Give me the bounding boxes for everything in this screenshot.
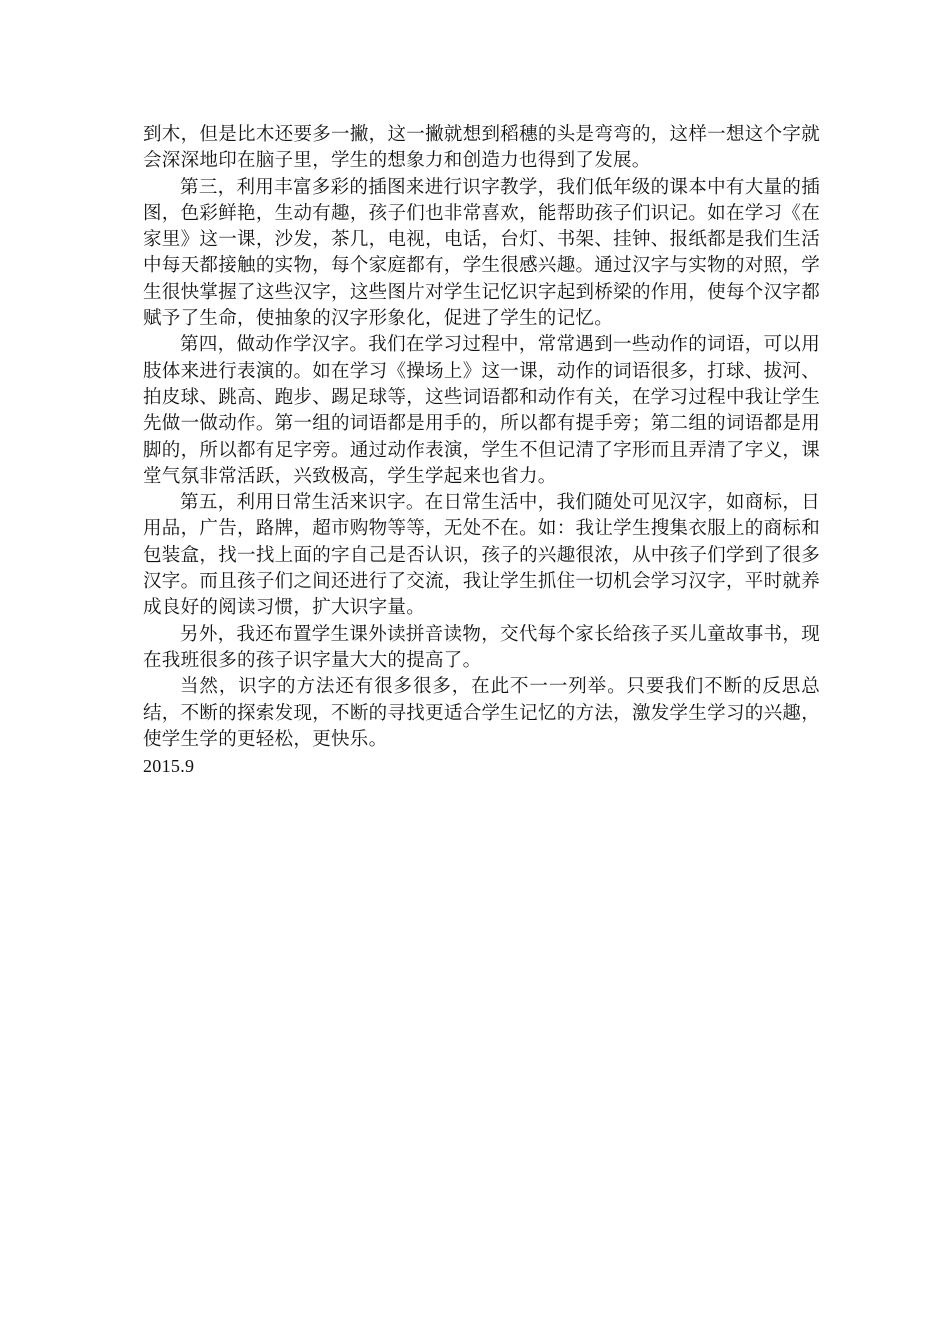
paragraph-continuation: 到木，但是比木还要多一撇，这一撇就想到稻穗的头是弯弯的，这样一想这个字就会深深地印在脑子里，学生的想象力和创造力也得到了发展。	[143, 124, 820, 172]
paragraph-conclusion: 当然，识字的方法还有很多很多，在此不一一列举。只要我们不断的反思总结，不断的探索发现，不断的寻找更适合学生记忆的方法，激发学生学习的兴趣，使学生学的更轻松，更快乐。	[143, 676, 820, 750]
paragraph-additional: 另外，我还布置学生课外读拼音读物，交代每个家长给孩子买儿童故事书，现在我班很多的孩子识字量大大的提高了。	[143, 623, 820, 671]
document-body	[143, 122, 820, 779]
paragraph-method-5: 第五，利用日常生活来识字。在日常生活中，我们随处可见汉字，如商标，日用品，广告，路牌，超市购物等等，无处不在。如：我让学生搜集衣服上的商标和包装盒，找一找上面的字自己是否认识，孩子的兴趣很浓，从中孩子们学到了很多汉字。而且孩子们之间还进行了交流，我让学生抓住一切机会学习汉字，平时就养成良好的阅读习惯，扩大识字量。	[143, 492, 820, 619]
paragraph-method-3: 第三，利用丰富多彩的插图来进行识字教学，我们低年级的课本中有大量的插图，色彩鲜艳，生动有趣，孩子们也非常喜欢，能帮助孩子们识记。如在学习《在家里》这一课，沙发，茶几，电视，电话，台灯、书架、挂钟、报纸都是我们生活中每天都接触的实物，每个家庭都有，学生很感兴趣。通过汉字与实物的对照，学生很快掌握了这些汉字，这些图片对学生记忆识字起到桥梁的作用，使每个汉字都赋予了生命，使抽象的汉字形象化，促进了学生的记忆。	[143, 176, 820, 330]
paragraph-method-4: 第四，做动作学汉字。我们在学习过程中，常常遇到一些动作的词语，可以用肢体来进行表演的。如在学习《操场上》这一课，动作的词语很多，打球、拔河、拍皮球、跳高、跑步、踢足球等，这些词语都和动作有关，在学习过程中我让学生先做一做动作。第一组的词语都是用手的，所以都有提手旁；第二组的词语都是用脚的，所以都有足字旁。通过动作表演，学生不但记清了字形而且弄清了字义，课堂气氛非常活跃，兴致极高，学生学起来也省力。	[143, 334, 820, 487]
document-date: 2015.9	[143, 756, 195, 777]
